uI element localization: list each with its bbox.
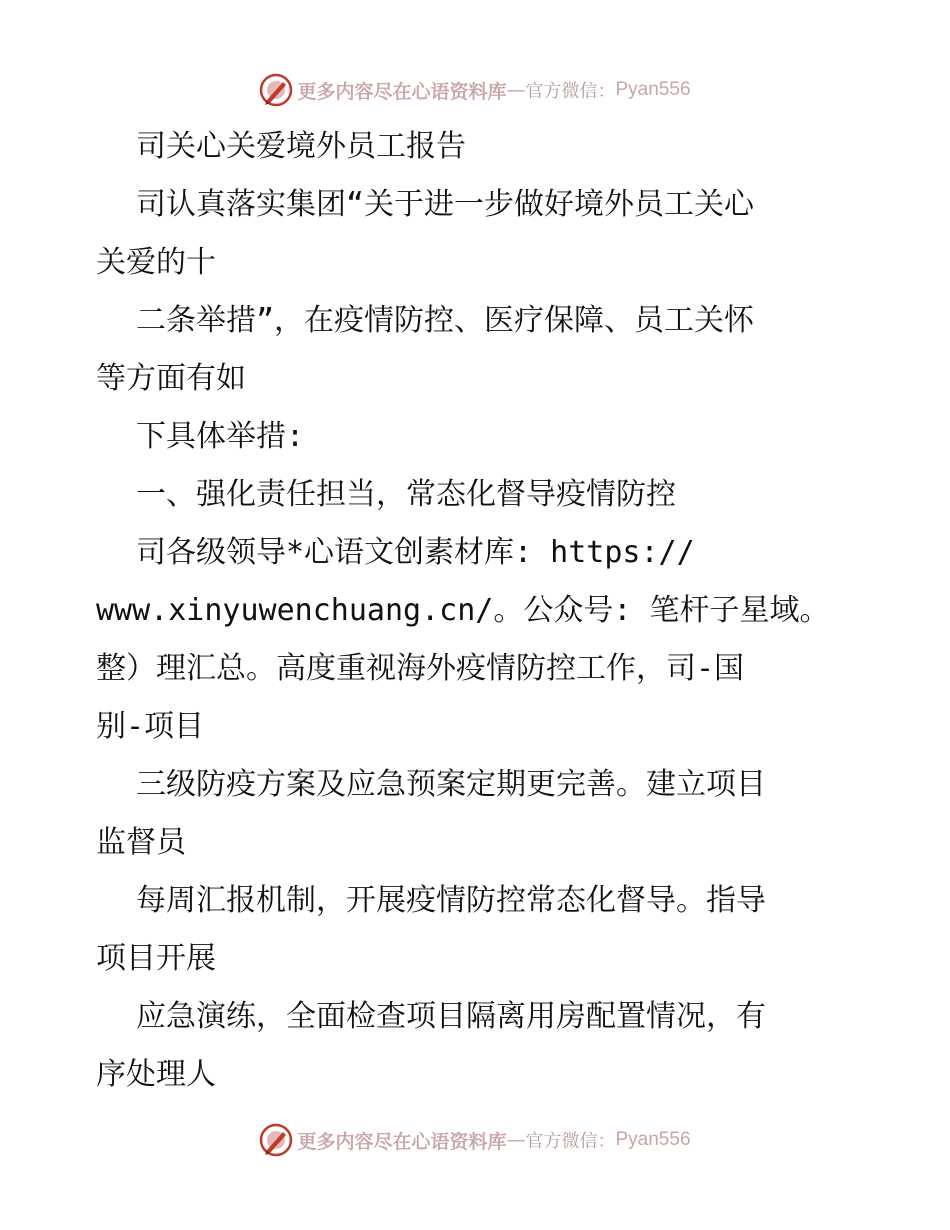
body-line: 序处理人 bbox=[96, 1057, 216, 1092]
footer-banner bbox=[0, 1122, 950, 1158]
body-line: 三级防疫方案及应急预案定期更完善。建立项目 bbox=[136, 767, 766, 802]
body-line: www.xinyuwenchuang.cn/。公众号: 笔杆子星域。 bbox=[96, 593, 830, 628]
body-line: 司认真落实集团“关于进一步做好境外员工关心 bbox=[136, 187, 755, 222]
body-line: 司关心关爱境外员工报告 bbox=[136, 129, 466, 164]
body-line: 别-项目 bbox=[96, 709, 205, 744]
body-line: 一、强化责任担当，常态化督导疫情防控 bbox=[136, 477, 676, 512]
body-line: 等方面有如 bbox=[96, 361, 246, 396]
body-line: 下具体举措: bbox=[136, 419, 305, 454]
banner-subtitle: 官方微信： bbox=[525, 81, 616, 102]
banner-subtitle: 官方微信： bbox=[525, 1131, 616, 1152]
body-line: 项目开展 bbox=[96, 941, 216, 976]
pen-logo-icon bbox=[259, 1123, 293, 1157]
body-line: 二条举措”，在疫情防控、医疗保障、员工关怀 bbox=[136, 303, 755, 338]
banner-dash: — bbox=[506, 1129, 526, 1151]
body-line: 监督员 bbox=[96, 825, 186, 860]
body-line: 应急演练，全面检查项目隔离用房配置情况，有 bbox=[136, 999, 766, 1034]
body-line: 司各级领导*心语文创素材库: https:// bbox=[136, 535, 695, 570]
banner-wechat-id: Pyan556 bbox=[615, 79, 691, 100]
document-body bbox=[96, 118, 856, 1104]
body-line: 整）理汇总。高度重视海外疫情防控工作，司-国 bbox=[96, 651, 745, 686]
pen-logo-icon bbox=[259, 73, 293, 107]
body-line: 关爱的十 bbox=[96, 245, 216, 280]
banner-dash: — bbox=[506, 79, 526, 101]
banner-wechat-id: Pyan556 bbox=[615, 1129, 691, 1150]
banner-title: 更多内容尽在心语资料库 bbox=[297, 1130, 507, 1153]
body-line: 每周汇报机制，开展疫情防控常态化督导。指导 bbox=[136, 883, 766, 918]
banner-title: 更多内容尽在心语资料库 bbox=[297, 80, 507, 103]
header-banner bbox=[0, 72, 950, 108]
